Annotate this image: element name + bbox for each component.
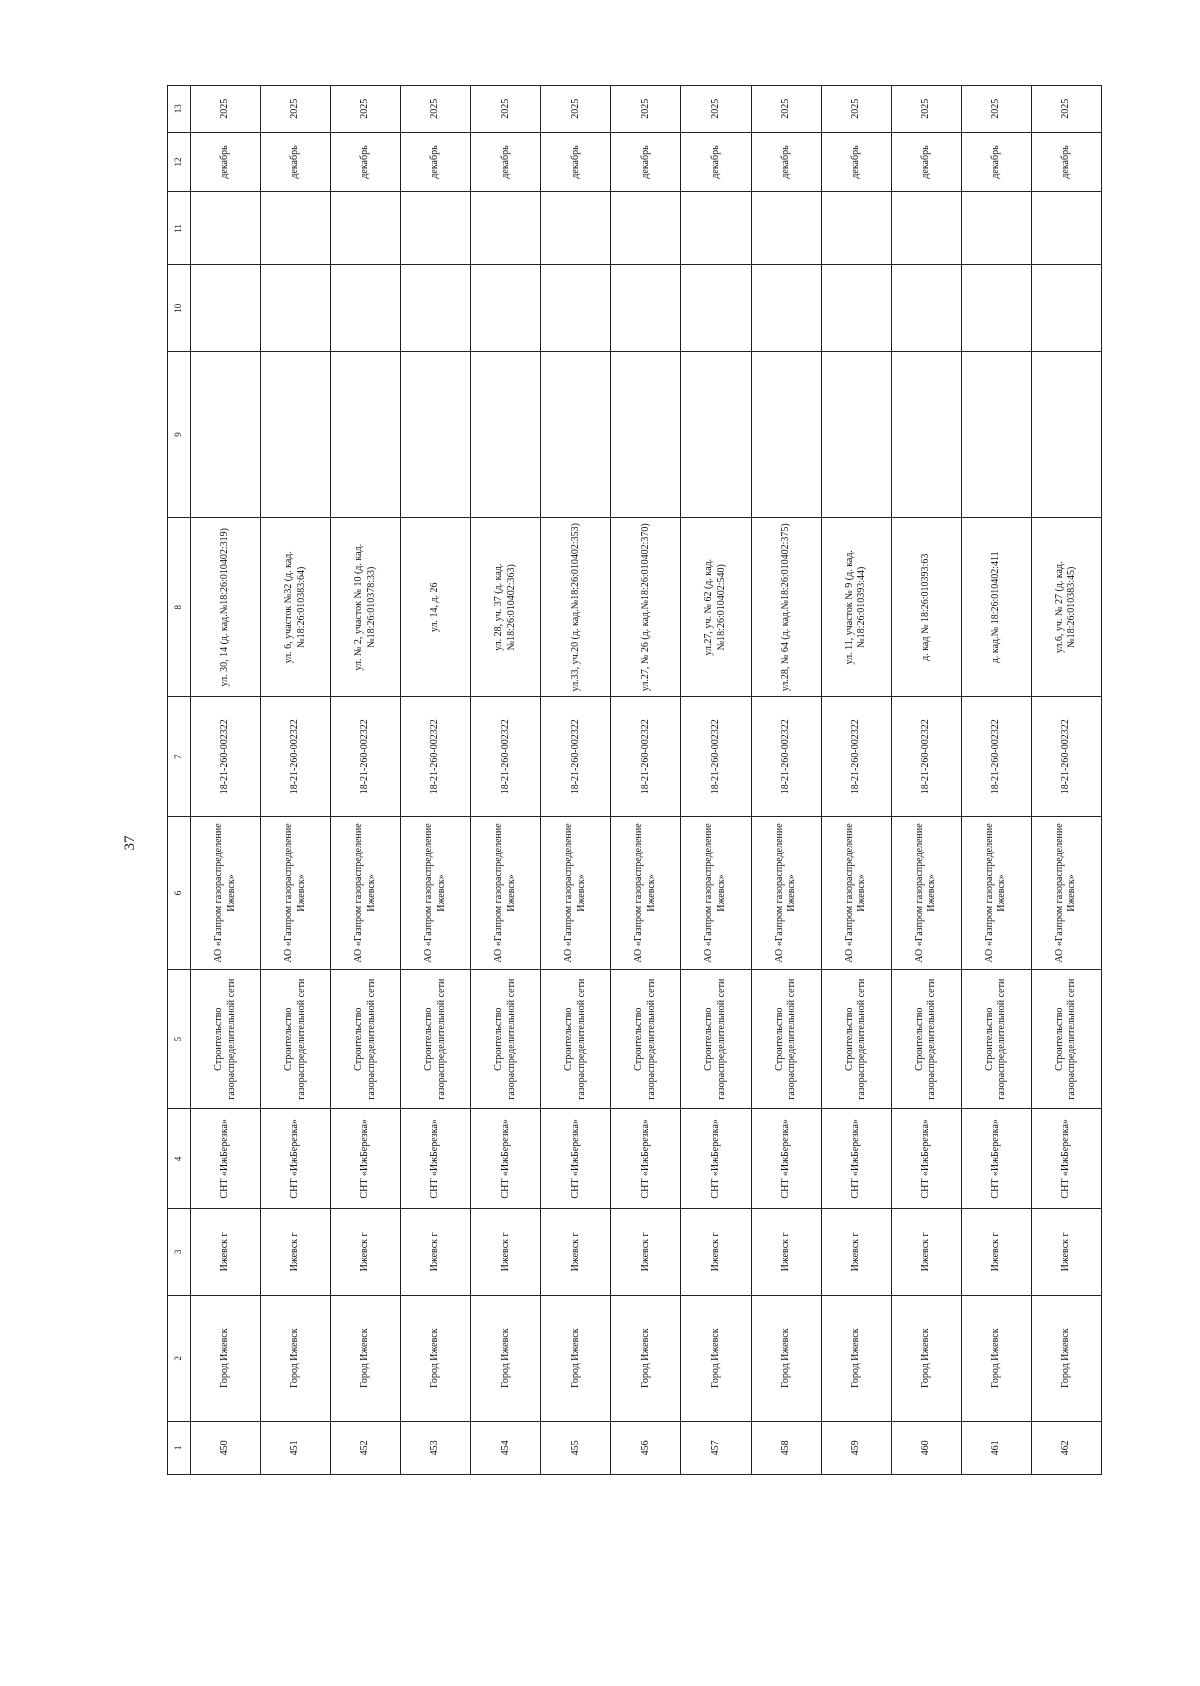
month-cell: декабрь <box>261 132 331 192</box>
column-9-cell <box>611 351 681 517</box>
month-cell: декабрь <box>191 132 261 192</box>
column-11-cell <box>611 192 681 265</box>
month-cell: декабрь <box>821 132 891 192</box>
table-row <box>191 86 261 1475</box>
column-10-cell <box>261 265 331 351</box>
municipality-cell: Город Ижевск <box>961 1295 1031 1421</box>
snt-cell: СНТ «ИжБерезка» <box>191 1109 261 1209</box>
column-number-header: 2 <box>168 1295 191 1421</box>
row-number: 452 <box>331 1421 401 1474</box>
municipality-cell: Город Ижевск <box>541 1295 611 1421</box>
row-number: 451 <box>261 1421 331 1474</box>
year-cell: 2025 <box>751 86 821 133</box>
code-cell: 18-21-260-002322 <box>611 697 681 817</box>
municipality-cell: Город Ижевск <box>1031 1295 1101 1421</box>
column-number-header: 1 <box>168 1421 191 1474</box>
snt-cell: СНТ «ИжБерезка» <box>471 1109 541 1209</box>
column-number-header: 12 <box>168 132 191 192</box>
organization-cell: АО «Газпром газораспределение Ижевск» <box>401 817 471 970</box>
code-cell: 18-21-260-002322 <box>331 697 401 817</box>
snt-cell: СНТ «ИжБерезка» <box>1031 1109 1101 1209</box>
document-table-rotated <box>167 85 1102 1475</box>
month-cell: декабрь <box>331 132 401 192</box>
code-cell: 18-21-260-002322 <box>751 697 821 817</box>
column-9-cell <box>401 351 471 517</box>
column-10-cell <box>611 265 681 351</box>
address-cell: ул. 28, уч. 37 (д. кад.№18:26:010402:363) <box>471 518 541 697</box>
row-number: 462 <box>1031 1421 1101 1474</box>
year-cell: 2025 <box>891 86 961 133</box>
year-cell: 2025 <box>821 86 891 133</box>
column-11-cell <box>751 192 821 265</box>
row-number: 454 <box>471 1421 541 1474</box>
column-9-cell <box>331 351 401 517</box>
work-type-cell: Строительство газораспределительной сети <box>471 969 541 1109</box>
month-cell: декабрь <box>471 132 541 192</box>
work-type-cell: Строительство газораспределительной сети <box>541 969 611 1109</box>
column-10-cell <box>331 265 401 351</box>
table-row <box>541 86 611 1475</box>
organization-cell: АО «Газпром газораспределение Ижевск» <box>611 817 681 970</box>
column-9-cell <box>821 351 891 517</box>
organization-cell: АО «Газпром газораспределение Ижевск» <box>261 817 331 970</box>
address-cell: д. кад.№ 18:26:010402:411 <box>961 518 1031 697</box>
column-number-header: 3 <box>168 1209 191 1295</box>
month-cell: декабрь <box>401 132 471 192</box>
organization-cell: АО «Газпром газораспределение Ижевск» <box>541 817 611 970</box>
table-row <box>471 86 541 1475</box>
code-cell: 18-21-260-002322 <box>471 697 541 817</box>
table-row <box>401 86 471 1475</box>
row-number: 458 <box>751 1421 821 1474</box>
city-cell: Ижевск г <box>1031 1209 1101 1295</box>
row-number: 459 <box>821 1421 891 1474</box>
row-number: 453 <box>401 1421 471 1474</box>
organization-cell: АО «Газпром газораспределение Ижевск» <box>331 817 401 970</box>
column-10-cell <box>541 265 611 351</box>
work-type-cell: Строительство газораспределительной сети <box>891 969 961 1109</box>
month-cell: декабрь <box>1031 132 1101 192</box>
column-9-cell <box>471 351 541 517</box>
column-10-cell <box>1031 265 1101 351</box>
address-cell: ул.33, уч.20 (д. кад.№18:26:010402:353) <box>541 518 611 697</box>
organization-cell: АО «Газпром газораспределение Ижевск» <box>1031 817 1101 970</box>
column-11-cell <box>961 192 1031 265</box>
column-number-header: 10 <box>168 265 191 351</box>
code-cell: 18-21-260-002322 <box>961 697 1031 817</box>
work-type-cell: Строительство газораспределительной сети <box>331 969 401 1109</box>
code-cell: 18-21-260-002322 <box>401 697 471 817</box>
table-row <box>261 86 331 1475</box>
work-type-cell: Строительство газораспределительной сети <box>681 969 751 1109</box>
table-row <box>821 86 891 1475</box>
year-cell: 2025 <box>471 86 541 133</box>
city-cell: Ижевск г <box>471 1209 541 1295</box>
municipality-cell: Город Ижевск <box>191 1295 261 1421</box>
address-cell: ул.6, уч. № 27 (д. кад.№18:26:010383:45) <box>1031 518 1101 697</box>
page-number: 37 <box>122 835 138 851</box>
year-cell: 2025 <box>191 86 261 133</box>
table-row <box>961 86 1031 1475</box>
column-10-cell <box>961 265 1031 351</box>
column-10-cell <box>471 265 541 351</box>
column-11-cell <box>541 192 611 265</box>
snt-cell: СНТ «ИжБерезка» <box>751 1109 821 1209</box>
column-10-cell <box>191 265 261 351</box>
column-10-cell <box>401 265 471 351</box>
month-cell: декабрь <box>541 132 611 192</box>
organization-cell: АО «Газпром газораспределение Ижевск» <box>961 817 1031 970</box>
organization-cell: АО «Газпром газораспределение Ижевск» <box>191 817 261 970</box>
column-11-cell <box>261 192 331 265</box>
municipality-cell: Город Ижевск <box>471 1295 541 1421</box>
address-cell: ул. 14, д. 26 <box>401 518 471 697</box>
year-cell: 2025 <box>541 86 611 133</box>
year-cell: 2025 <box>611 86 681 133</box>
city-cell: Ижевск г <box>191 1209 261 1295</box>
municipality-cell: Город Ижевск <box>401 1295 471 1421</box>
work-type-cell: Строительство газораспределительной сети <box>751 969 821 1109</box>
address-cell: ул.28, № 64 (д. кад.№18:26:010402:375) <box>751 518 821 697</box>
city-cell: Ижевск г <box>961 1209 1031 1295</box>
column-10-cell <box>891 265 961 351</box>
work-type-cell: Строительство газораспределительной сети <box>611 969 681 1109</box>
work-type-cell: Строительство газораспределительной сети <box>401 969 471 1109</box>
city-cell: Ижевск г <box>331 1209 401 1295</box>
organization-cell: АО «Газпром газораспределение Ижевск» <box>891 817 961 970</box>
municipality-cell: Город Ижевск <box>891 1295 961 1421</box>
city-cell: Ижевск г <box>401 1209 471 1295</box>
column-10-cell <box>821 265 891 351</box>
organization-cell: АО «Газпром газораспределение Ижевск» <box>471 817 541 970</box>
snt-cell: СНТ «ИжБерезка» <box>611 1109 681 1209</box>
row-number: 460 <box>891 1421 961 1474</box>
column-9-cell <box>191 351 261 517</box>
address-cell: ул.27, № 26 (д. кад.№18:26:010402:370) <box>611 518 681 697</box>
address-cell: д. кад № 18:26:010393:63 <box>891 518 961 697</box>
month-cell: декабрь <box>611 132 681 192</box>
organization-cell: АО «Газпром газораспределение Ижевск» <box>821 817 891 970</box>
column-9-cell <box>1031 351 1101 517</box>
column-11-cell <box>471 192 541 265</box>
municipality-cell: Город Ижевск <box>261 1295 331 1421</box>
column-11-cell <box>191 192 261 265</box>
column-11-cell <box>681 192 751 265</box>
row-number: 450 <box>191 1421 261 1474</box>
column-number-header: 6 <box>168 817 191 970</box>
code-cell: 18-21-260-002322 <box>261 697 331 817</box>
municipality-cell: Город Ижевск <box>611 1295 681 1421</box>
column-9-cell <box>751 351 821 517</box>
header-row <box>168 86 191 1475</box>
code-cell: 18-21-260-002322 <box>891 697 961 817</box>
code-cell: 18-21-260-002322 <box>821 697 891 817</box>
city-cell: Ижевск г <box>821 1209 891 1295</box>
city-cell: Ижевск г <box>541 1209 611 1295</box>
snt-cell: СНТ «ИжБерезка» <box>401 1109 471 1209</box>
column-11-cell <box>821 192 891 265</box>
column-9-cell <box>961 351 1031 517</box>
column-10-cell <box>751 265 821 351</box>
year-cell: 2025 <box>1031 86 1101 133</box>
row-number: 461 <box>961 1421 1031 1474</box>
code-cell: 18-21-260-002322 <box>541 697 611 817</box>
snt-cell: СНТ «ИжБерезка» <box>961 1109 1031 1209</box>
municipality-cell: Город Ижевск <box>331 1295 401 1421</box>
column-9-cell <box>891 351 961 517</box>
city-cell: Ижевск г <box>261 1209 331 1295</box>
table-row <box>681 86 751 1475</box>
snt-cell: СНТ «ИжБерезка» <box>891 1109 961 1209</box>
snt-cell: СНТ «ИжБерезка» <box>541 1109 611 1209</box>
work-type-cell: Строительство газораспределительной сети <box>821 969 891 1109</box>
month-cell: декабрь <box>751 132 821 192</box>
address-cell: ул. 6, участок №32 (д. кад.№18:26:010383:64) <box>261 518 331 697</box>
table-row <box>611 86 681 1475</box>
address-cell: ул. 11, участок № 9 (д. кад.№18:26:010393:44) <box>821 518 891 697</box>
city-cell: Ижевск г <box>891 1209 961 1295</box>
work-type-cell: Строительство газораспределительной сети <box>191 969 261 1109</box>
column-number-header: 8 <box>168 518 191 697</box>
address-cell: ул. № 2, участок № 10 (д. кад.№18:26:010378:33) <box>331 518 401 697</box>
address-cell: ул.27, уч. № 62 (д. кад.№18:26:010402:540) <box>681 518 751 697</box>
column-9-cell <box>541 351 611 517</box>
municipality-cell: Город Ижевск <box>681 1295 751 1421</box>
code-cell: 18-21-260-002322 <box>681 697 751 817</box>
organization-cell: АО «Газпром газораспределение Ижевск» <box>681 817 751 970</box>
month-cell: декабрь <box>681 132 751 192</box>
code-cell: 18-21-260-002322 <box>191 697 261 817</box>
city-cell: Ижевск г <box>751 1209 821 1295</box>
column-11-cell <box>1031 192 1101 265</box>
city-cell: Ижевск г <box>611 1209 681 1295</box>
gas-network-table <box>167 85 1102 1475</box>
row-number: 455 <box>541 1421 611 1474</box>
column-9-cell <box>261 351 331 517</box>
snt-cell: СНТ «ИжБерезка» <box>331 1109 401 1209</box>
column-11-cell <box>401 192 471 265</box>
month-cell: декабрь <box>961 132 1031 192</box>
municipality-cell: Город Ижевск <box>751 1295 821 1421</box>
work-type-cell: Строительство газораспределительной сети <box>261 969 331 1109</box>
column-number-header: 5 <box>168 969 191 1109</box>
column-11-cell <box>331 192 401 265</box>
year-cell: 2025 <box>331 86 401 133</box>
column-number-header: 13 <box>168 86 191 133</box>
municipality-cell: Город Ижевск <box>821 1295 891 1421</box>
snt-cell: СНТ «ИжБерезка» <box>681 1109 751 1209</box>
table-body <box>191 86 1102 1475</box>
year-cell: 2025 <box>681 86 751 133</box>
year-cell: 2025 <box>261 86 331 133</box>
table-row <box>331 86 401 1475</box>
city-cell: Ижевск г <box>681 1209 751 1295</box>
organization-cell: АО «Газпром газораспределение Ижевск» <box>751 817 821 970</box>
column-number-header: 4 <box>168 1109 191 1209</box>
table-row <box>751 86 821 1475</box>
column-9-cell <box>681 351 751 517</box>
snt-cell: СНТ «ИжБерезка» <box>261 1109 331 1209</box>
table-row <box>891 86 961 1475</box>
column-11-cell <box>891 192 961 265</box>
work-type-cell: Строительство газораспределительной сети <box>1031 969 1101 1109</box>
column-number-header: 9 <box>168 351 191 517</box>
year-cell: 2025 <box>401 86 471 133</box>
month-cell: декабрь <box>891 132 961 192</box>
year-cell: 2025 <box>961 86 1031 133</box>
work-type-cell: Строительство газораспределительной сети <box>961 969 1031 1109</box>
code-cell: 18-21-260-002322 <box>1031 697 1101 817</box>
column-number-header: 7 <box>168 697 191 817</box>
table-row <box>1031 86 1101 1475</box>
snt-cell: СНТ «ИжБерезка» <box>821 1109 891 1209</box>
column-10-cell <box>681 265 751 351</box>
address-cell: ул. 30, 14 (д. кад.№18:26:010402:319) <box>191 518 261 697</box>
row-number: 457 <box>681 1421 751 1474</box>
row-number: 456 <box>611 1421 681 1474</box>
column-number-header: 11 <box>168 192 191 265</box>
